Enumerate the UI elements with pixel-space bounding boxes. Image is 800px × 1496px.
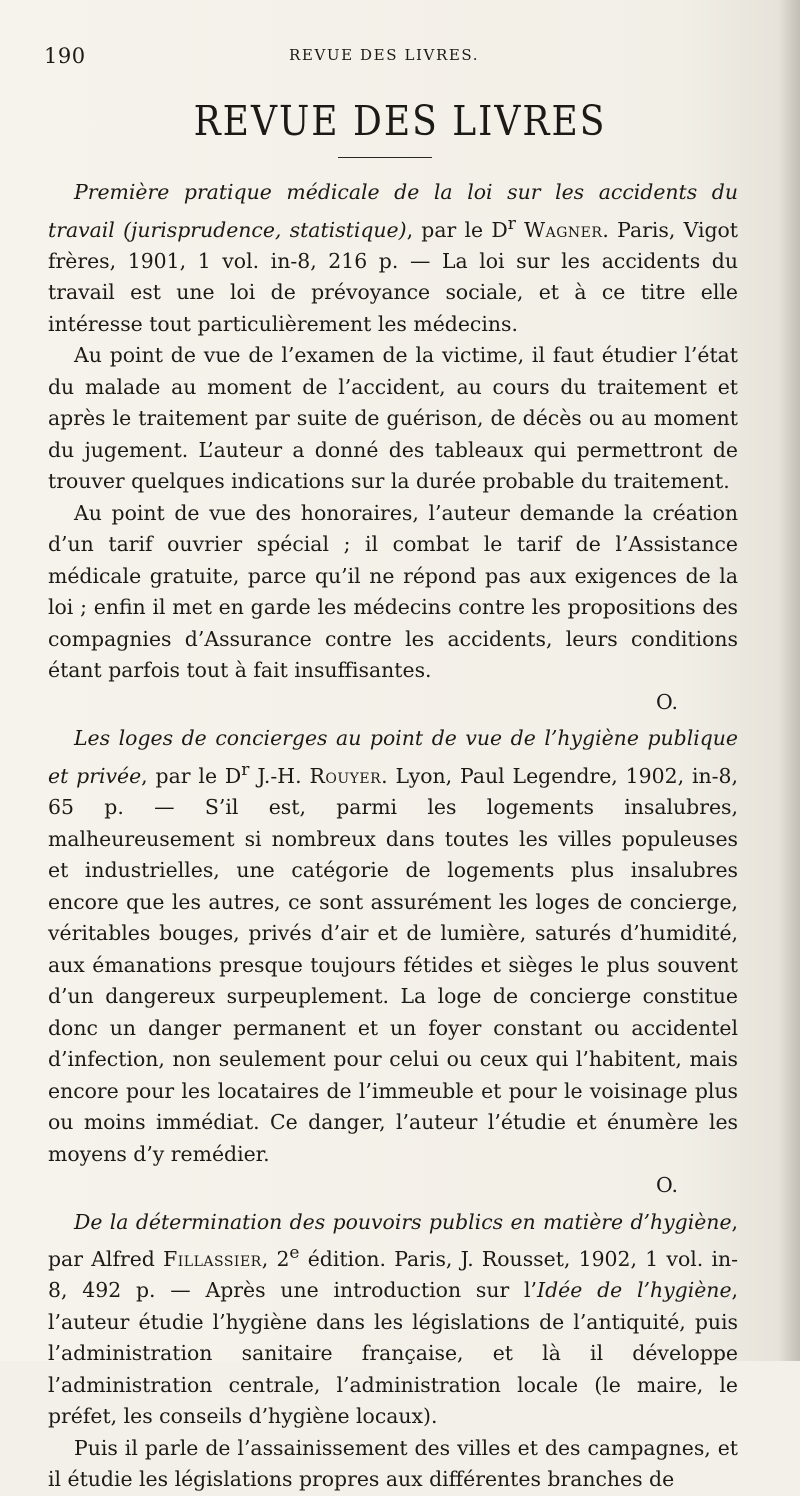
review-1 [48,177,738,718]
review-2 [48,723,738,1201]
page-number: 190 [44,44,86,68]
book-title: Première pratique médicale de la loi sur les accidents du travail (jurisprudence, statistique) [48,180,738,242]
author-name: Fillassier [163,1246,262,1271]
running-title: REVUE DES LIVRES. [289,46,480,64]
review-1-opening: Première pratique médicale de la loi sur les accidents du travail (jurisprudence, statistique), par le $D^r$ Wagner. Paris, Vigot frères, 1901, 1 vol. in-8, 216 p. — La loi sur les accidents du travail est une loi de prévoyance sociale, et à ce titre elle intéresse tout particulièrement les médecins. [48,180,738,336]
section-title: REVUE DES LIVRES [193,98,607,146]
review-paragraph: Au point de vue des honoraires, l’auteur demande la création d’un tarif ouvrier spécial ; il combat le tarif de l’Assistance médicale gratuite, parce qu’il ne répond pas aux exigences de la loi ; enfin il met en garde les médecins contre les propositions des compagnies d’Assurance contre les accidents, leurs conditions étant parfois tout à fait insuffisantes. [48,500,738,683]
page-gutter-shadow [778,0,800,1361]
author-name: Rouyer [309,763,382,788]
title-divider [338,157,432,158]
review-text: . Paris, Vigot frères, 1901, 1 vol. in-8, 216 p. — La loi sur les accidents du travail est une loi de prévoyance sociale, et à ce titre elle intéresse tout particulièrement les médecins. [48,217,738,336]
review-text: . Lyon, Paul Legendre, 1902, in-8, 65 p. — S’il est, parmi les logements insalubres, malheureusement si nombreux dans toutes les villes populeuses et industrielles, une catégorie de logements plus insalubres encore que les autres, ce sont assurément les loges de concierge, véritables bouges, privés d’air et de lumière, saturés d’humidité, aux émanations presque toujours fétides et sièges le plus souvent d’un dangereux surpeuplement. La loge de concierge constitue donc un danger permanent et un foyer constant ou accidentel d’infection, non seulement pour celui ou ceux qui l’habitent, mais encore pour les locataires de l’immeuble et pour le voisinage plus ou moins immédiat. Ce danger, l’auteur l’étudie et énumère les moyens d’y remédier. [48,763,738,1166]
review-signature: O. [655,689,678,714]
review-text: , l’auteur étudie l’hygiène dans les législations de l’antiquité, puis l’administration sanitaire française, et là il développe l’administration centrale, l’administration locale (le maire, le préfet, les conseils d’hygiène locaux). [48,1278,738,1429]
inline-book-title: Idée de l’hygiène [537,1278,732,1303]
book-title: De la détermination des pouvoirs publics en matière d’hygiène [74,1209,732,1234]
review-paragraph: Au point de vue de l’examen de la victime, il faut étudier l’état du malade au moment de l’accident, au cours du traitement et après le traitement par suite de guérison, de décès ou au moment du jugement. L’auteur a donné des tableaux qui permettront de trouver quelques indications sur la durée probable du traitement. [48,343,738,494]
author-name: Wagner [524,217,603,242]
book-title: Les loges de concierges au point de vue de l’hygiène publique et privée [48,726,738,788]
running-header [44,44,760,74]
review-signature: O. [655,1173,678,1198]
review-3 [48,1207,738,1496]
review-3-opening: De la détermination des pouvoirs publics en matière d’hygiène, par Alfred Fillassier, 2e édition. Paris, J. Rousset, 1902, 1 vol. in-8, 492 p. — Après une introduction sur l’Idée de l’hygiène, l’auteur étudie l’hygiène dans les législations de l’antiquité, puis l’administration sanitaire française, et là il développe l’administration centrale, l’administration locale (le maire, le préfet, les conseils d’hygiène locaux). [48,1209,739,1429]
review-paragraph: Puis il parle de l’assainissement des villes et des campagnes, et il étudie les législations propres aux différentes branches de [48,1435,738,1492]
reviews-body [48,177,738,1496]
review-2-opening: Les loges de concierges au point de vue de l’hygiène publique et privée, par le $D^r$ J.-H. Rouyer. Lyon, Paul Legendre, 1902, in-8, 65 p. — S’il est, parmi les logements insalubres, malheureusement si nombreux dans toutes les villes populeuses et industrielles, une catégorie de logements plus insalubres encore que les autres, ce sont assurément les loges de concierge, véritables bouges, privés d’air et de lumière, saturés d’humidité, aux émanations presque toujours fétides et sièges le plus souvent d’un dangereux surpeuplement. La loge de concierge constitue donc un danger permanent et un foyer constant ou accidentel d’infection, non seulement pour celui ou ceux qui l’habitent, mais encore pour les locataires de l’immeuble et pour le voisinage plus ou moins immédiat. Ce danger, l’auteur l’étudie et énumère les moyens d’y remédier. [48,726,738,1166]
